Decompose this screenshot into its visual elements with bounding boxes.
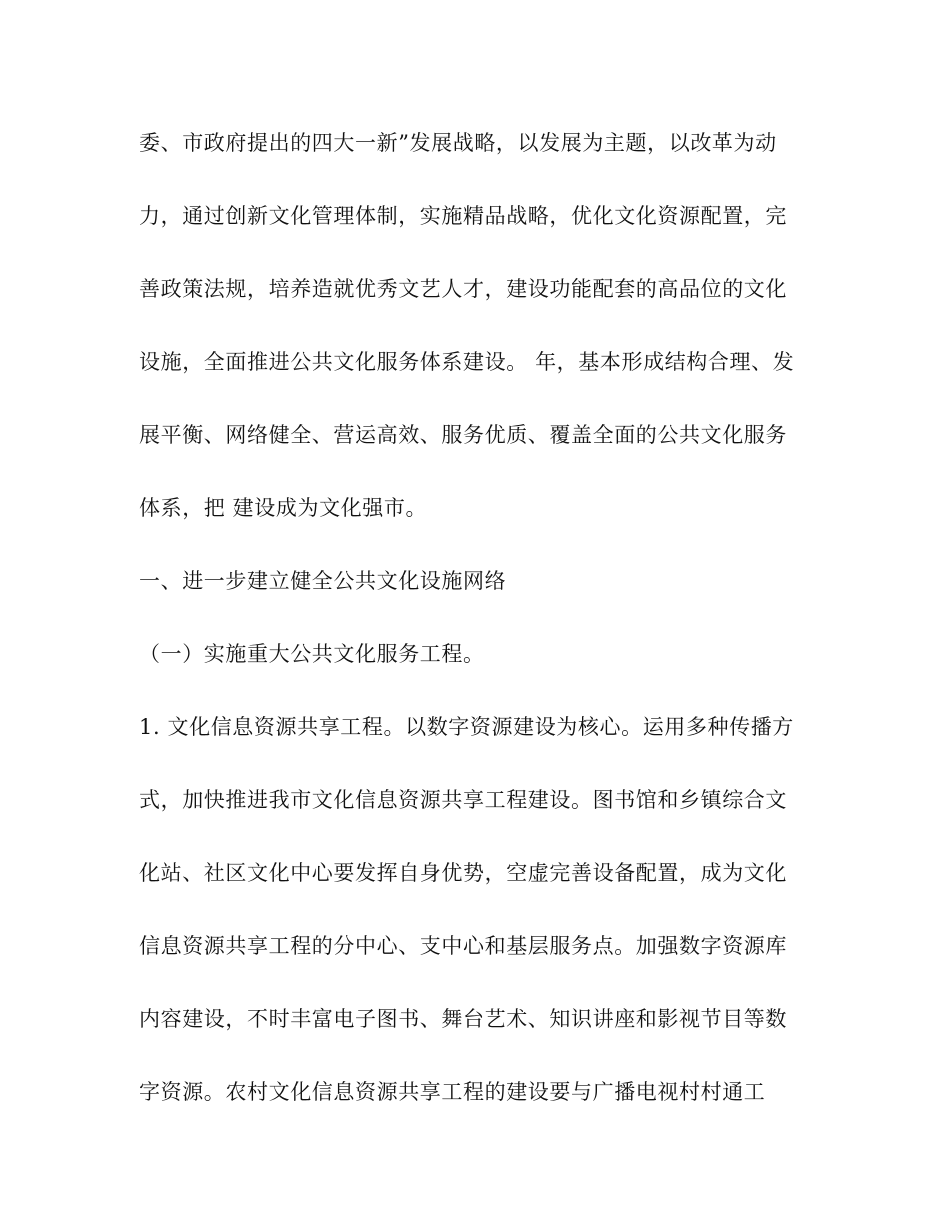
paragraph-line: 字资源。农村文化信息资源共享工程的建设要与广播电视村村通工 — [139, 1080, 766, 1104]
paragraph-line: 内容建设，不时丰富电子图书、舞台艺术、知识讲座和影视节目等数 — [139, 1007, 787, 1031]
section-heading: 一、进一步建立健全公共文化设施网络 — [139, 569, 507, 593]
paragraph-line: 力，通过创新文化管理体制，实施精品战略，优化文化资源配置，完 — [139, 204, 787, 228]
paragraph-line: 式，加快推进我市文化信息资源共享工程建设。图书馆和乡镇综合文 — [139, 788, 787, 812]
paragraph-line: 信息资源共享工程的分中心、支中心和基层服务点。加强数字资源库 — [139, 934, 787, 958]
paragraph-line: 展平衡、网络健全、营运高效、服务优质、覆盖全面的公共文化服务 — [139, 423, 787, 447]
paragraph-line: 体系，把 建设成为文化强市。 — [139, 496, 428, 520]
paragraph-line: 善政策法规，培养造就优秀文艺人才，建设功能配套的高品位的文化 — [139, 277, 787, 301]
paragraph-line: 设施，全面推进公共文化服务体系建设。 年，基本形成结构合理、发 — [139, 350, 795, 374]
paragraph-line: 化站、社区文化中心要发挥自身优势，空虚完善设备配置，成为文化 — [139, 861, 787, 885]
paragraph-line: 1. 文化信息资源共享工程。以数字资源建设为核心。运用多种传播方 — [139, 715, 794, 739]
subsection-heading: （一）实施重大公共文化服务工程。 — [139, 642, 485, 666]
paragraph-line: 委、市政府提出的四大一新”发展战略，以发展为主题，以改革为动 — [139, 131, 777, 155]
document-body — [139, 123, 819, 1145]
